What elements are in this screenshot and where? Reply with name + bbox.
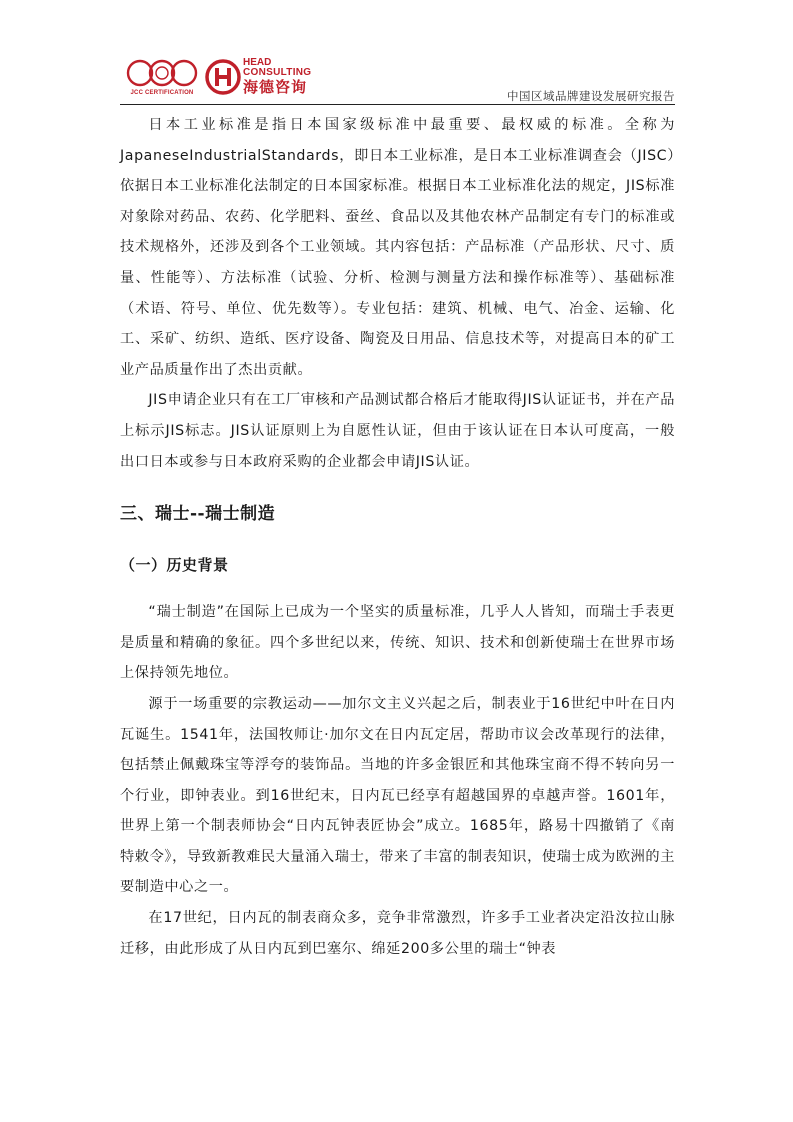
head-logo-chinese: 海德咨询 [243, 78, 308, 96]
subsection-heading: （一）历史背景 [120, 556, 229, 575]
header-divider [120, 104, 675, 105]
paragraph-17th-century: 在17世纪，日内瓦的制表商众多，竞争非常激烈，许多手工业者决定沿汝拉山脉迁移，由此形成了从日内瓦到巴塞尔、绵延200多公里的瑞士“钟表 [120, 910, 675, 957]
page-header [0, 0, 793, 108]
jcc-rings-icon [126, 58, 198, 90]
head-logo-line2: CONSULTING [243, 67, 312, 78]
jcc-certification-logo [126, 58, 198, 102]
head-logo-line1: HEAD [243, 57, 272, 68]
jcc-logo-text: JCC CERTIFICATION [130, 90, 194, 96]
head-consulting-mark-icon [205, 58, 241, 96]
section-heading: 三、瑞士--瑞士制造 [120, 504, 276, 525]
document-body [120, 110, 675, 964]
paragraph-watch-history: 源于一场重要的宗教运动——加尔文主义兴起之后，制表业于16世纪中叶在日内瓦诞生。1541年，法国牧师让·加尔文在日内瓦定居，帮助市议会改革现行的法律，包括禁止佩戴珠宝等浮夸的装饰品。当地的许多金银匠和其他珠宝商不得不转向另一个行业，即钟表业。到16世纪末，日内瓦已经享有超越国界的卓越声誉。1601年，世界上第一个制表师协会“日内瓦钟表匠协会”成立。1685年，路易十四撤销了《南特敕令》，导致新教难民大量涌入瑞士，带来了丰富的制表知识，使瑞士成为欧洲的主要制造中心之一。 [120, 695, 675, 896]
paragraph-swiss-made: “瑞士制造”在国际上已成为一个坚实的质量标准，几乎人人皆知，而瑞士手表更是质量和精确的象征。四个多世纪以来，传统、知识、技术和创新使瑞士在世界市场上保持领先地位。 [120, 604, 675, 682]
head-consulting-logo [205, 58, 321, 98]
paragraph-jis-definition: 日本工业标准是指日本国家级标准中最重要、最权威的标准。全称为JapaneseIndustrialStandards，即日本工业标准，是日本工业标准调查会（JISC）依据日本工业标准化法制定的日本国家标准。根据日本工业标准化法的规定，JIS标准对象除对药品、农药、化学肥料、蚕丝、食品以及其他农林产品制定有专门的标准或技术规格外，还涉及到各个工业领域。其内容包括：产品标准（产品形状、尺寸、质量、性能等）、方法标准（试验、分析、检测与测量方法和操作标准等）、基础标准（术语、符号、单位、优先数等）。专业包括：建筑、机械、电气、冶金、运输、化工、采矿、纺织、造纸、医疗设备、陶瓷及日用品、信息技术等，对提高日本的矿工业产品质量作出了杰出贡献。 [120, 117, 675, 378]
paragraph-jis-certification: JIS申请企业只有在工厂审核和产品测试都合格后才能取得JIS认证证书，并在产品上标示JIS标志。JIS认证原则上为自愿性认证，但由于该认证在日本认可度高，一般出口日本或参与日本政府采购的企业都会申请JIS认证。 [120, 392, 675, 470]
report-title: 中国区域品牌建设发展研究报告 [507, 89, 675, 103]
